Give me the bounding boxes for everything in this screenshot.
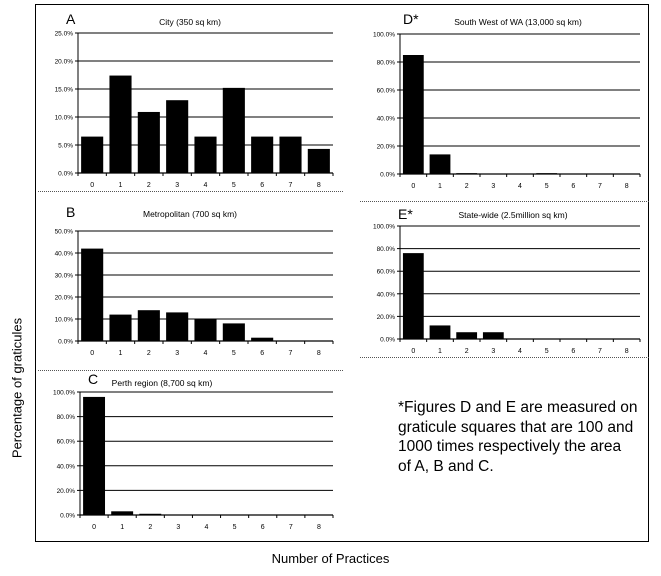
panel-b-xtick-label: 1: [118, 350, 123, 357]
panel-c-ytick-label: 40.0%: [56, 463, 75, 471]
panel-c-ytick-label: 0.0%: [60, 512, 75, 520]
panel-a-xtick-label: 2: [146, 182, 151, 189]
panel-e-xtick-label: 7: [598, 348, 602, 355]
panel-d-xtick-label: 8: [624, 183, 629, 190]
panel-d-xtick-label: 5: [544, 183, 549, 190]
panel-a-xtick-label: 0: [90, 182, 95, 189]
panel-b-xtick-label: 7: [288, 350, 293, 357]
panel-b-ytick-label: 30.0%: [54, 272, 73, 280]
panel-a-xtick-label: 7: [288, 182, 293, 189]
panel-b-xtick-label: 4: [203, 350, 208, 357]
panel-e-xtick-label: 0: [411, 348, 416, 355]
panel-d-xtick-label: 6: [571, 183, 576, 190]
panel-e-xtick-label: 5: [544, 348, 549, 355]
panel-c-xtick-label: 0: [92, 524, 97, 531]
panel-c-ytick-label: 100.0%: [52, 389, 75, 397]
panel-d-xtick-label: 3: [491, 183, 496, 190]
panel-a-ytick-label: 20.0%: [54, 58, 73, 66]
panel-d-xtick-label: 4: [518, 183, 522, 190]
panel-a-ytick-label: 10.0%: [54, 114, 73, 122]
panel-c-xtick-label: 5: [232, 524, 237, 531]
panel-a-ytick-label: 0.0%: [58, 170, 73, 178]
panel-e-xtick-label: 1: [438, 348, 442, 355]
panel-c-xtick-label: 8: [316, 524, 321, 531]
panel-c-xtick-label: 1: [120, 524, 125, 531]
panel-a-ytick-label: 25.0%: [54, 30, 73, 38]
panel-a-title: City (350 sq km): [159, 17, 221, 27]
panel-d-ytick-label: 100.0%: [372, 31, 395, 39]
panel-b-xtick-label: 0: [90, 350, 95, 357]
panel-e-bar: [403, 253, 424, 339]
panel-d-ytick-label: 0.0%: [380, 171, 395, 179]
panel-a-ytick-label: 15.0%: [54, 86, 73, 94]
panel-a-xtick-label: 6: [260, 182, 265, 189]
panel-e-title: State-wide (2.5million sq km): [458, 210, 568, 220]
panel-c-ytick-label: 20.0%: [56, 487, 75, 495]
panel-c-xtick-label: 4: [204, 524, 209, 531]
panel-e-ytick-label: 100.0%: [372, 223, 395, 231]
panel-b-xtick-label: 3: [175, 350, 180, 357]
panel-e-ytick-label: 60.0%: [376, 268, 395, 276]
panel-e-xtick-label: 6: [571, 348, 576, 355]
panel-d-letter: D*: [403, 11, 419, 27]
panel-b-xtick-label: 5: [231, 350, 236, 357]
panel-a-xtick-label: 3: [175, 182, 180, 189]
panel-b-xtick-label: 8: [316, 350, 321, 357]
footnote: *Figures D and E are measured on graticule squares that are 100 and 1000 times respectively the area of A, B and C.: [398, 399, 638, 475]
panel-e-ytick-label: 20.0%: [376, 313, 395, 321]
panel-b-letter: B: [66, 204, 76, 220]
panel-a-xtick-label: 5: [231, 182, 236, 189]
panel-e-ytick-label: 0.0%: [380, 336, 395, 344]
panel-b-ytick-label: 50.0%: [54, 228, 73, 236]
panel-d-xtick-label: 0: [411, 183, 416, 190]
panel-a-ytick-label: 5.0%: [58, 142, 73, 150]
panel-d-ytick-label: 40.0%: [376, 115, 395, 123]
panel-c-xtick-label: 6: [260, 524, 265, 531]
panel-c-xtick-label: 7: [288, 524, 293, 531]
panel-c-letter: C: [88, 371, 99, 387]
panel-c-ytick-label: 60.0%: [56, 438, 75, 446]
panel-e-xtick-label: 8: [624, 348, 629, 355]
y-axis-label-text: Percentage of graticules: [9, 317, 25, 459]
panel-e-xtick-label: 4: [518, 348, 522, 355]
panel-b-ytick-label: 0.0%: [58, 338, 73, 346]
panel-c-ytick-label: 80.0%: [56, 414, 75, 422]
panel-b-title: Metropolitan (700 sq km): [142, 209, 238, 219]
panel-d-ytick-label: 20.0%: [376, 143, 395, 151]
panel-c-xtick-label: 3: [176, 524, 181, 531]
panel-b-ytick-label: 10.0%: [54, 316, 73, 324]
panel-b-xtick-label: 6: [260, 350, 265, 357]
panel-c-xtick-label: 2: [148, 524, 153, 531]
panel-e-xtick-label: 3: [491, 348, 496, 355]
panel-e-bar: [456, 332, 477, 339]
panel-c-title: Perth region (8,700 sq km): [111, 378, 213, 388]
panel-a-xtick-label: 1: [118, 182, 123, 189]
panel-e-bar: [483, 332, 504, 339]
panel-a-letter: A: [66, 11, 76, 27]
panel-b-ytick-label: 20.0%: [54, 294, 73, 302]
panel-a-xtick-label: 8: [316, 182, 321, 189]
panel-e-xtick-label: 2: [464, 348, 469, 355]
panel-d-xtick-label: 1: [438, 183, 442, 190]
panel-d-xtick-label: 2: [464, 183, 469, 190]
panel-b-ytick-label: 40.0%: [54, 250, 73, 258]
panel-b-xtick-label: 2: [146, 350, 151, 357]
panel-e-ytick-label: 80.0%: [376, 246, 395, 254]
panel-d-title: South West of WA (13,000 sq km): [454, 17, 582, 27]
panel-d-ytick-label: 60.0%: [376, 87, 395, 95]
panel-e-bar: [430, 325, 451, 339]
panel-e-ytick-label: 40.0%: [376, 291, 395, 299]
panel-d-xtick-label: 7: [598, 183, 602, 190]
x-axis-label: Number of Practices: [271, 551, 390, 566]
panel-a-xtick-label: 4: [203, 182, 208, 189]
panel-e-letter: E*: [398, 206, 413, 222]
panel-d-ytick-label: 80.0%: [376, 59, 395, 67]
